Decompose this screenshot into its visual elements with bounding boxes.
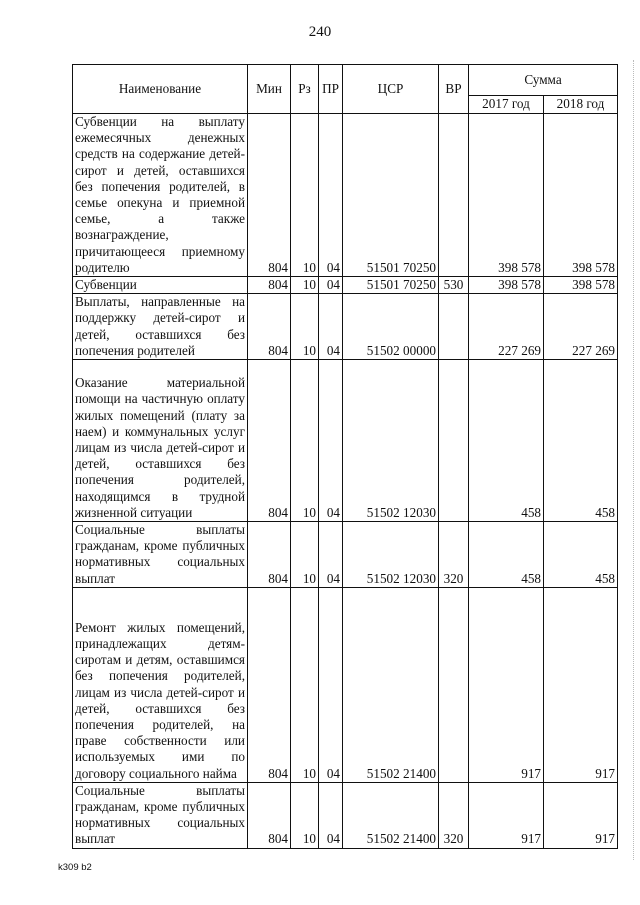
table-row	[73, 782, 618, 848]
table-row	[73, 587, 618, 782]
row-pr: 04	[319, 522, 343, 588]
col-header-min: Мин	[248, 65, 291, 114]
row-vr: 320	[439, 782, 469, 848]
row-pr: 04	[319, 782, 343, 848]
row-csr: 51502 00000	[343, 294, 439, 360]
row-vr: 530	[439, 277, 469, 294]
row-name: Социальные выплаты гражданам, кроме публичных нормативных социальных выплат	[73, 782, 248, 848]
row-csr: 51502 12030	[343, 522, 439, 588]
row-sum-2017: 398 578	[469, 277, 544, 294]
row-pr: 04	[319, 360, 343, 522]
row-csr: 51502 12030	[343, 360, 439, 522]
row-csr: 51501 70250	[343, 114, 439, 277]
row-sum-2018: 227 269	[544, 294, 618, 360]
row-vr	[439, 587, 469, 782]
row-sum-2018: 458	[544, 360, 618, 522]
row-sum-2017: 458	[469, 360, 544, 522]
col-header-csr: ЦСР	[343, 65, 439, 114]
row-pr: 04	[319, 277, 343, 294]
table-row	[73, 277, 618, 294]
row-pr: 04	[319, 294, 343, 360]
row-vr	[439, 114, 469, 277]
col-header-year-2018: 2018 год	[544, 96, 618, 114]
row-min: 804	[248, 277, 291, 294]
row-rz: 10	[291, 360, 319, 522]
budget-table	[72, 64, 618, 849]
footer-code: k309 b2	[58, 862, 92, 873]
col-header-rz: Рз	[291, 65, 319, 114]
row-sum-2017: 917	[469, 587, 544, 782]
col-header-name: Наименование	[73, 65, 248, 114]
row-rz: 10	[291, 782, 319, 848]
row-rz: 10	[291, 522, 319, 588]
row-name: Субвенции	[73, 277, 248, 294]
row-min: 804	[248, 587, 291, 782]
table-body	[73, 114, 618, 849]
row-pr: 04	[319, 587, 343, 782]
row-name: Субвенции на выплату ежемесячных денежных средств на содержание детей-сирот и детей, оставшихся без попечения родителей, в семье опекуна и приемной семье, а также вознаграждение, причитающееся приемному родителю	[73, 114, 248, 277]
row-name: Оказание материальной помощи на частичную оплату жилых помещений (плату за наем) и коммунальных услуг лицам из числа детей-сирот и детей, оставшихся без попечения родителей, находящимся в трудной жизненной ситуации	[73, 360, 248, 522]
row-sum-2018: 917	[544, 782, 618, 848]
col-header-year-2017: 2017 год	[469, 96, 544, 114]
col-header-pr: ПР	[319, 65, 343, 114]
row-sum-2017: 227 269	[469, 294, 544, 360]
row-csr: 51502 21400	[343, 782, 439, 848]
table-row	[73, 522, 618, 588]
row-rz: 10	[291, 587, 319, 782]
col-header-vr: ВР	[439, 65, 469, 114]
row-sum-2018: 917	[544, 587, 618, 782]
row-min: 804	[248, 360, 291, 522]
scan-edge-line	[633, 60, 634, 860]
row-sum-2018: 398 578	[544, 277, 618, 294]
table-row	[73, 114, 618, 277]
table-row	[73, 294, 618, 360]
row-sum-2017: 458	[469, 522, 544, 588]
row-min: 804	[248, 782, 291, 848]
row-min: 804	[248, 114, 291, 277]
row-sum-2018: 398 578	[544, 114, 618, 277]
row-min: 804	[248, 522, 291, 588]
row-sum-2017: 917	[469, 782, 544, 848]
col-header-sum: Сумма	[469, 65, 618, 96]
row-pr: 04	[319, 114, 343, 277]
row-rz: 10	[291, 114, 319, 277]
table-row	[73, 360, 618, 522]
row-sum-2017: 398 578	[469, 114, 544, 277]
row-min: 804	[248, 294, 291, 360]
row-csr: 51501 70250	[343, 277, 439, 294]
row-rz: 10	[291, 294, 319, 360]
row-name: Социальные выплаты гражданам, кроме публичных нормативных социальных выплат	[73, 522, 248, 588]
row-rz: 10	[291, 277, 319, 294]
row-sum-2018: 458	[544, 522, 618, 588]
row-vr	[439, 360, 469, 522]
row-name: Выплаты, направленные на поддержку детей-сирот и детей, оставшихся без попечения родителей	[73, 294, 248, 360]
row-name: Ремонт жилых помещений, принадлежащих детям-сиротам и детям, оставшимся без попечения родителей, лицам из числа детей-сирот и детей, оставшихся без попечения родителей, на праве собственности или используемых ими по договору социального найма	[73, 587, 248, 782]
row-vr	[439, 294, 469, 360]
row-csr: 51502 21400	[343, 587, 439, 782]
page-number: 240	[308, 24, 332, 40]
row-vr: 320	[439, 522, 469, 588]
